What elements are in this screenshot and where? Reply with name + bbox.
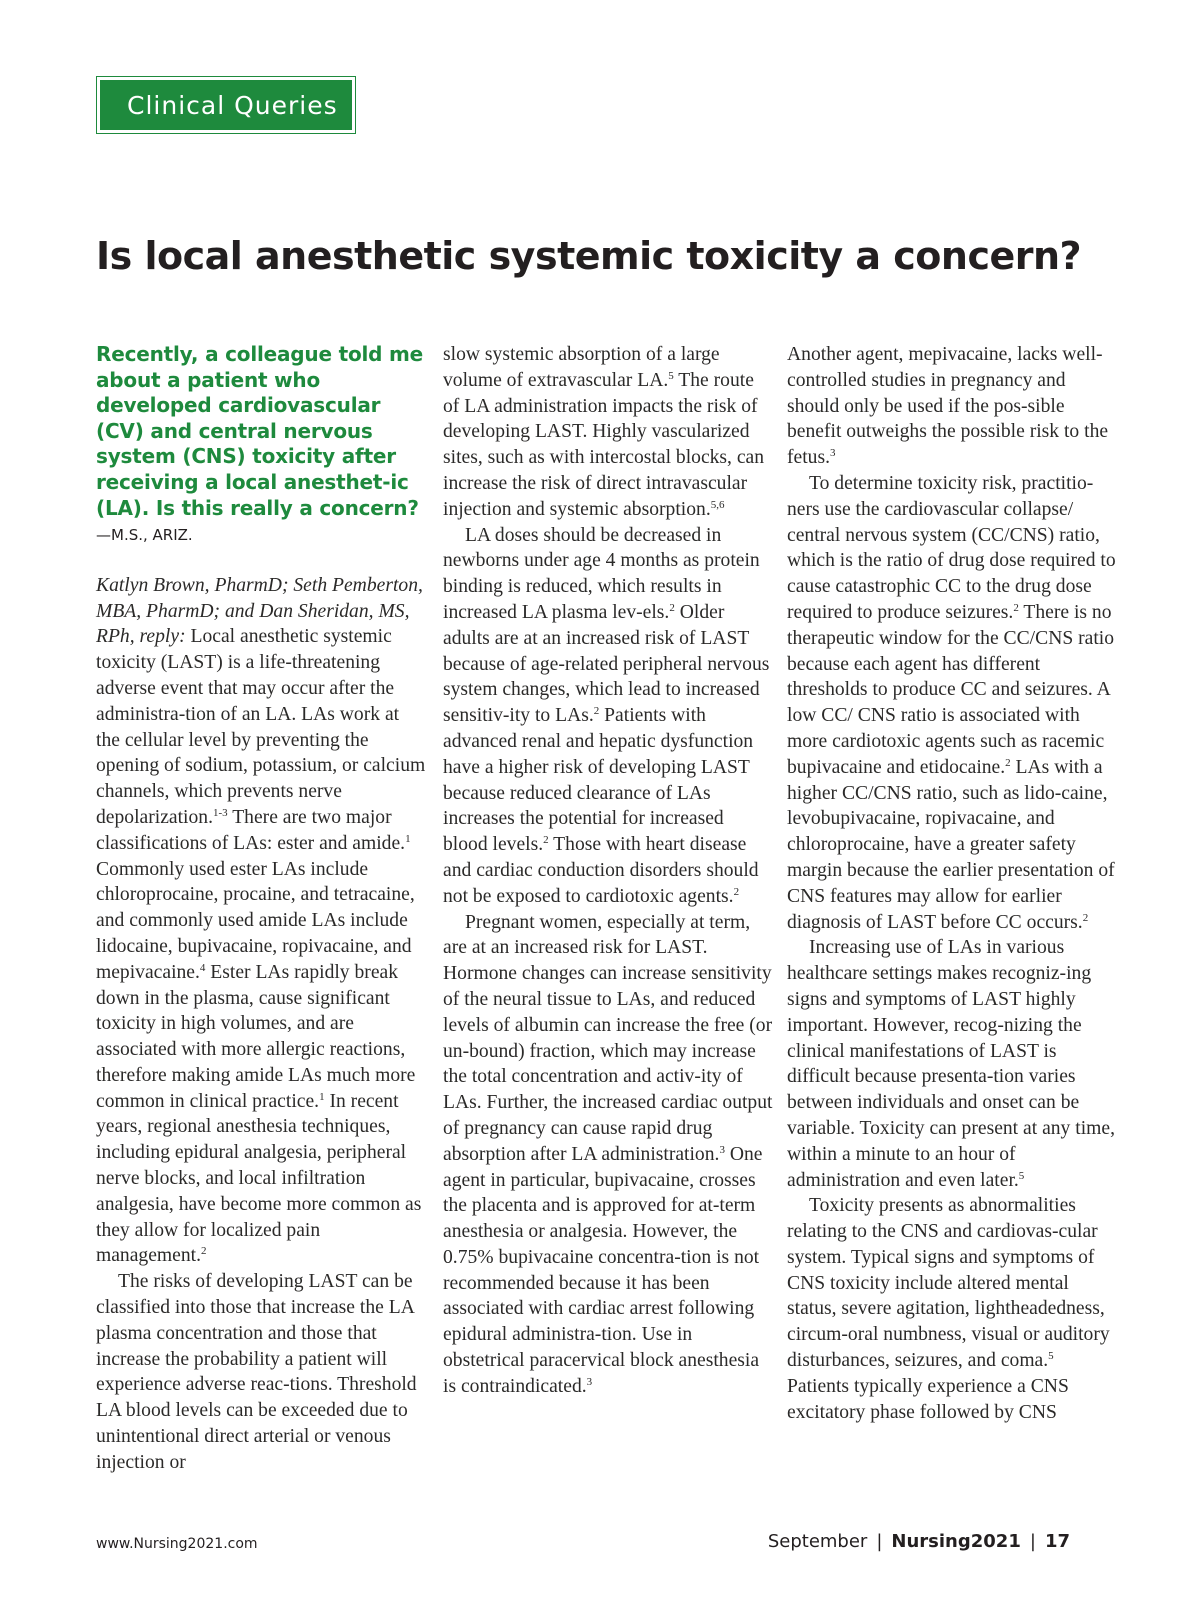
footer-folio [768,1531,1070,1552]
citation: 1 [319,1090,325,1103]
citation: 2 [201,1245,207,1258]
citation: 2 [593,705,600,718]
citation: 3 [586,1375,593,1388]
paragraph: Katlyn Brown, PharmD; Seth Pemberton, MBA, PharmD; and Dan Sheridan, MS, RPh, reply: Local anesthetic systemic toxicity (LAST) is a life-threatening adverse event that may occur after the administra-tion of an LA. LAs work at the cellular level by preventing the opening of sodium, potassium, or calcium channels, which prevents nerve depolarization.$^{1-3}$ There are two major classifications of LAs: ester and amide.$^1$ Commonly used ester LAs include chloroprocaine, procaine, and tetracaine, and commonly used amide LAs include lidocaine, bupivacaine, ropivacaine, and mepivacaine.$^4$ Ester LAs rapidly break down in the plasma, cause significant toxicity in high volumes, and are associated with more allergic reactions, therefore making amide LAs much more common in clinical practice.$^1$ In recent years, regional anesthesia techniques, including epidural analgesia, peripheral nerve blocks, and local infiltration analgesia, have become more common as they allow for localized pain management.$^2$ [96,574,426,1267]
section-tag [96,76,356,134]
paragraph: The risks of developing LAST can be classified into those that increase the LA plasma concentration and those that increase the probability a patient will experience adverse reac-tions. Threshold LA blood levels can be exceeded due to unintentional direct arterial or venous injection or [96,1271,417,1473]
page-number: 17 [1044,1531,1070,1552]
citation: 4 [199,961,206,974]
paragraph: Toxicity presents as abnormalities relating to the CNS and cardiovas-cular system. Typical signs and symptoms of CNS toxicity include altered mental status, severe agitation, lightheadedness, circum-oral numbness, visual or auditory disturbances, seizures, and coma.$^5$ Patients typically experience a CNS excitatory phase followed by CNS [787,1195,1110,1423]
paragraph: To determine toxicity risk, practitio-ners use the cardiovascular collapse/ central nervous system (CC/CNS) ratio, which is the ratio of drug dose required to cause catastrophic CC to the drug dose required to produce seizures.$^2$ There is no therapeutic window for the CC/CNS ratio because each agent has different thresholds to produce CC and seizures. A low CC/ CNS ratio is associated with more cardiotoxic agents such as racemic bupivacaine and etidocaine.$^2$ LAs with a higher CC/CNS ratio, such as lido-caine, levobupivacaine, ropivacaine, and chloroprocaine, have a greater safety margin because the earlier presentation of CNS features may allow for earlier diagnosis of LAST before CC occurs.$^2$ [787,472,1116,933]
citation: 1-3 [212,806,228,819]
paragraph: LA doses should be decreased in newborns under age 4 months as protein binding is reduced, which results in increased LA plasma lev-els.$^2$ Older adults are at an increased risk of LAST because of age-related peripheral nervous system changes, which lead to increased sensitiv-ity to LAs.$^2$ Patients with advanced renal and hepatic dysfunction have a higher risk of developing LAST because reduced clearance of LAs increases the potential for increased blood levels.$^2$ Those with heart disease and cardiac conduction disorders should not be exposed to cardiotoxic agents.$^2$ [443,524,770,907]
citation: 3 [719,1143,725,1156]
question-text: Recently, a colleague told me about a patient who developed cardiovascular (CV) and central nervous system (CNS) toxicity after receiving a local anesthet-ic (LA). Is this really a concern? [96,342,424,520]
citation: 2 [1005,756,1011,769]
footer-separator: | [876,1531,883,1552]
citation: 5 [1048,1350,1054,1363]
reader-question [96,342,426,549]
authors-reply: Katlyn Brown, PharmD; Seth Pemberton, MBA, PharmD; and Dan Sheridan, MS, RPh, reply: [96,574,423,648]
footer-month: September [767,1531,868,1552]
column-2 [443,342,773,1400]
paragraph: Pregnant women, especially at term, are at an increased risk for LAST. Hormone changes can increase sensitivity of the neural tissue to LAs, and reduced levels of albumin can increase the free (or un-bound) fraction, which may increase the total concentration and activ-ity of LAs. Further, the increased cardiac output of pregnancy can cause rapid drug absorption after LA administration.$^3$ One agent in particular, bupivacaine, crosses the placenta and is approved for at-term anesthesia or analgesia. However, the 0.75% bupivacaine concentra-tion is not recommended because it has been associated with cardiac arrest following epidural administra-tion. Use in obstetrical paracervical block anesthesia is contraindicated.$^3$ [443,911,773,1397]
citation: 2 [543,834,549,847]
citation: 2 [1082,911,1089,924]
question-signature: —M.S., ARIZ. [96,526,193,545]
citation: 2 [1013,601,1019,614]
footer-website: www.Nursing2021.com [96,1536,258,1552]
citation: 5,6 [710,498,725,511]
citation: 5 [668,369,674,382]
column-1 [96,342,426,1476]
citation: 5 [1018,1169,1025,1182]
column-3 [787,342,1117,1425]
citation: 1 [405,832,411,845]
section-tag-label: Clinical Queries [100,80,352,130]
paragraph: Increasing use of LAs in various healthcare settings makes recogniz-ing signs and symptoms of LAST highly important. However, recog-nizing the clinical manifestations of LAST is difficult because presenta-tion varies between individuals and onset can be variable. Toxicity can present at any time, within a minute to an hour of administration and even later.$^5$ [787,937,1115,1191]
citation: 2 [733,885,740,898]
paragraph: slow systemic absorption of a large volume of extravascular LA.$^5$ The route of LA administration impacts the risk of developing LAST. Highly vascularized sites, such as with intercostal blocks, can increase the risk of direct intravascular injection and systemic absorption.$^{5,6}$ [443,344,765,520]
footer-separator: | [1029,1531,1036,1552]
citation: 2 [669,601,675,614]
paragraph: Another agent, mepivacaine, lacks well-controlled studies in pregnancy and should only be used if the pos-sible benefit outweighs the possible risk to the fetus.$^3$ [787,344,1109,469]
footer-journal: Nursing2021 [891,1531,1021,1552]
article-title: Is local anesthetic systemic toxicity a concern? [96,234,1082,278]
citation: 3 [830,447,836,460]
